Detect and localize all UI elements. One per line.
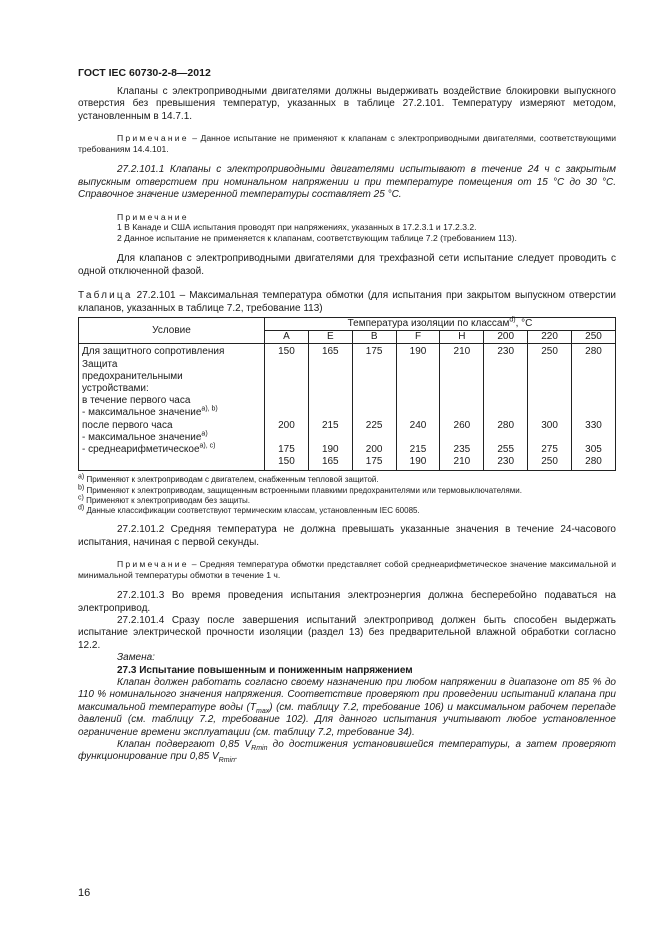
- empty-line: [356, 395, 393, 407]
- empty-line: [268, 371, 305, 383]
- standard-header: ГОСТ IEC 60730-2-8—2012: [78, 67, 211, 79]
- empty-line: [443, 407, 480, 419]
- condition-line: Защита: [82, 358, 118, 370]
- empty-line: [356, 383, 393, 395]
- value-cell: [528, 344, 572, 471]
- condition-line: [82, 456, 261, 468]
- table-body-row: [79, 344, 616, 471]
- clause-27-2-101-2: 27.2.101.2 Средняя температура не должна превышать указанные значения в течение 24-часового испытания, начиная с первой секунды.: [78, 524, 616, 548]
- temperature-value: 230: [497, 456, 515, 468]
- header-temperature-group: Температура изоляции по классам$^{d)}$, °C: [265, 318, 616, 331]
- empty-line: [400, 395, 437, 407]
- temperature-value: 190: [409, 456, 427, 468]
- temperature-value: 200: [278, 419, 295, 431]
- empty-line: [531, 407, 568, 419]
- empty-line: [575, 383, 612, 395]
- temperature-value: 225: [365, 419, 383, 431]
- class-header: F: [396, 331, 440, 344]
- value-cell: [265, 344, 309, 471]
- footnote-text: Применяют к электроприводам без защиты.: [83, 495, 251, 505]
- empty-line: [400, 432, 437, 444]
- clause-27-2-101-4: 27.2.101.4 Сразу после завершения испытаний электропривод должен быть способен выдержать испытание электрической прочности изоляции (раздел 13) без предварительной влажной обработки согласно 12.2.: [78, 614, 616, 651]
- empty-line: [575, 432, 612, 444]
- empty-line: [531, 432, 568, 444]
- footnote: [78, 496, 616, 506]
- condition-line: устройствами:: [82, 383, 149, 394]
- temperature-value: 165: [321, 456, 339, 468]
- empty-line: [531, 383, 568, 395]
- footnote-ref: a), c): [199, 442, 216, 450]
- temperature-value: 190: [321, 443, 339, 455]
- paragraph-three-phase: Для клапанов с электроприводными двигателями для трехфазной сети испытание следует проводить с одной отключенной фазой.: [78, 253, 616, 277]
- condition-line: предохранительными: [82, 370, 183, 382]
- temperature-value: 165: [321, 346, 339, 358]
- empty-line: [312, 395, 349, 407]
- section-27-3-paragraph: Клапан должен работать согласно своему назначению при любом напряжении в диапазоне от 85 % до 110 % номинального значения напряжения. Соответствие проверяют при проведении испытаний клапана при максимальной температуре воды $(T_{max})$ (см. таблицу 7.2, требование 106) и максимальном рабочем перепаде давлений (см. таблицу 7.2, требование 102). Для данного испытания учитывают любое установленное ограничение времени эксплуатации (см. таблицу 7.2, требование 34).: [78, 676, 616, 738]
- temperature-value: 280: [585, 346, 602, 358]
- footnote-mark: b): [78, 483, 85, 491]
- empty-line: [575, 395, 612, 407]
- footnote-mark: c): [78, 494, 84, 502]
- note-label: Примечание: [117, 133, 189, 144]
- class-header: H: [440, 331, 484, 344]
- condition-line: - максимальное значение$^{a)}$: [82, 430, 208, 443]
- temperature-value: 150: [278, 346, 295, 358]
- empty-line: [268, 395, 305, 407]
- note-1: [78, 133, 616, 154]
- empty-line: [531, 371, 568, 383]
- condition-line: после первого часа: [82, 419, 173, 431]
- empty-line: [400, 359, 437, 371]
- temperature-table: [78, 317, 616, 471]
- temperature-value: 210: [453, 456, 471, 468]
- empty-line: [575, 359, 612, 371]
- empty-line: [487, 432, 524, 444]
- temperature-value: 275: [541, 443, 558, 455]
- note-item-1: 1 В Канаде и США испытания проводят при напряжениях, указанных в 17.2.3.1 и 17.2.3.2.: [117, 222, 477, 233]
- value-cell: [308, 344, 352, 471]
- value-cell: [440, 344, 484, 471]
- empty-line: [487, 407, 524, 419]
- note-text: – Данное испытание не применяют к клапанам с электроприводными двигателями, соответствующими требованиям 14.4.101.: [78, 133, 616, 154]
- temperature-value: 280: [585, 456, 602, 468]
- temperature-value: 260: [453, 419, 471, 431]
- empty-line: [356, 407, 393, 419]
- temperature-value: 235: [453, 443, 471, 455]
- empty-line: [400, 407, 437, 419]
- class-header: B: [352, 331, 396, 344]
- empty-line: [400, 383, 437, 395]
- temperature-value: 175: [278, 443, 295, 455]
- footnote-mark: a): [78, 473, 85, 481]
- table-label: Таблица: [78, 290, 133, 302]
- temperature-value: 175: [365, 456, 383, 468]
- footnote-text: Применяют к электроприводам с двигателем, снабженным тепловой защитой.: [84, 475, 379, 485]
- empty-line: [487, 383, 524, 395]
- empty-line: [268, 383, 305, 395]
- empty-line: [312, 359, 349, 371]
- footnote-ref-d: d): [509, 316, 516, 324]
- footnote: [78, 506, 616, 516]
- empty-line: [487, 359, 524, 371]
- temperature-value: 250: [541, 346, 558, 358]
- table-caption: [78, 290, 616, 315]
- condition-line: - максимальное значение$^{a), b)}$: [82, 406, 218, 419]
- empty-line: [531, 359, 568, 371]
- temperature-value: 300: [541, 419, 558, 431]
- section-27-3-heading: 27.3 Испытание повышенным и пониженным напряжением: [117, 664, 413, 676]
- footnote-mark: d): [78, 504, 85, 512]
- empty-line: [443, 383, 480, 395]
- empty-line: [312, 432, 349, 444]
- empty-line: [312, 407, 349, 419]
- value-cell: [572, 344, 616, 471]
- temperature-value: 280: [497, 419, 515, 431]
- empty-line: [356, 359, 393, 371]
- empty-line: [400, 371, 437, 383]
- section-27-3-test-paragraph: Клапан подвергают 0,85 $V_{Rmin}$ до достижения установившейся температуры, а затем проверяют функционирование при 0,85 $V_{Rmin}$.: [78, 739, 616, 765]
- value-cell: [484, 344, 528, 471]
- temperature-value: 250: [541, 456, 558, 468]
- empty-line: [268, 407, 305, 419]
- clause-27-2-101-3: 27.2.101.3 Во время проведения испытания электроэнергия должна бесперебойно подаваться на электропривод.: [78, 590, 616, 614]
- empty-line: [312, 383, 349, 395]
- class-header: 220: [528, 331, 572, 344]
- condition-line: Для защитного сопротивления: [82, 346, 225, 358]
- class-header: E: [308, 331, 352, 344]
- value-cell: [352, 344, 396, 471]
- empty-line: [443, 432, 480, 444]
- temperature-value: 255: [497, 443, 515, 455]
- table-caption-text: 27.2.101 – Максимальная температура обмотки (для испытания при закрытом выпускном отверстии клапанов, указанных в таблице 7.2, требование 113): [78, 290, 616, 314]
- class-header: A: [265, 331, 309, 344]
- temperature-value: 210: [453, 346, 471, 358]
- note-label: Примечание: [117, 211, 189, 222]
- note-item-2: 2 Данное испытание не применяется к клапанам, соответствующим таблице 7.2 (требованием 113).: [117, 232, 517, 243]
- temperature-value: 150: [278, 456, 295, 468]
- table-footnotes: [78, 475, 616, 516]
- footnote-text: Применяют к электроприводам, защищенным встроенными плавкими предохранителями или термовыключателями.: [84, 485, 522, 495]
- empty-line: [575, 407, 612, 419]
- page-content: [78, 86, 616, 764]
- empty-line: [443, 395, 480, 407]
- clause-27-2-101-1: 27.2.101.1 Клапаны с электроприводными двигателями испытывают в течение 24 ч с закрытым выпускным отверстием при номинальном напряжении и при температуре помещения от 15 °C до 30 °C. Справочное значение измеренной температуры составляет 25 °C.: [78, 164, 616, 201]
- footnote-ref: a), b): [201, 406, 218, 414]
- condition-cell: [79, 344, 265, 471]
- empty-line: [268, 432, 305, 444]
- footnote-ref: a): [201, 430, 208, 438]
- empty-line: [312, 371, 349, 383]
- value-cell: [396, 344, 440, 471]
- footnote: [78, 483, 616, 496]
- header-condition: Условие: [79, 318, 265, 344]
- temperature-value: 215: [321, 419, 339, 431]
- empty-line: [443, 359, 480, 371]
- empty-line: [531, 395, 568, 407]
- empty-line: [356, 432, 393, 444]
- empty-line: [443, 371, 480, 383]
- empty-line: [268, 359, 305, 371]
- paragraph-intro: Клапаны с электроприводными двигателями должны выдерживать воздействие блокировки выпускного отверстия без превышения температур, указанных в таблице 27.2.101. Температуру измеряют методом, установленным в 14.7.1.: [78, 86, 616, 122]
- note-text: – Средняя температура обмотки представляет собой среднеарифметическое значение максимальной и минимальной температуры обмотки в течение 1 ч.: [78, 558, 616, 580]
- footnote-text: Данные классификации соответствуют термическим классам, установленным IEC 60085.: [84, 505, 420, 515]
- empty-line: [575, 371, 612, 383]
- temperature-value: 330: [585, 419, 602, 431]
- replacement-label: Замена:: [117, 652, 155, 664]
- temperature-value: 240: [409, 419, 427, 431]
- note-2: [78, 212, 616, 244]
- temperature-value: 175: [365, 346, 383, 358]
- temperature-value: 230: [497, 346, 515, 358]
- temperature-value: 190: [409, 346, 427, 358]
- note-label: Примечание: [117, 558, 189, 569]
- temperature-value: 215: [409, 443, 427, 455]
- condition-line: - среднеарифметическое$^{a), c)}$: [82, 442, 216, 455]
- temperature-value: 305: [585, 443, 602, 455]
- temperature-value: 200: [365, 443, 383, 455]
- note-3: [78, 559, 616, 580]
- page-number: 16: [78, 887, 91, 899]
- empty-line: [356, 371, 393, 383]
- empty-line: [487, 395, 524, 407]
- empty-line: [487, 371, 524, 383]
- condition-line: в течение первого часа: [82, 395, 191, 407]
- class-header: 250: [572, 331, 616, 344]
- class-header: 200: [484, 331, 528, 344]
- footnote: [78, 475, 616, 485]
